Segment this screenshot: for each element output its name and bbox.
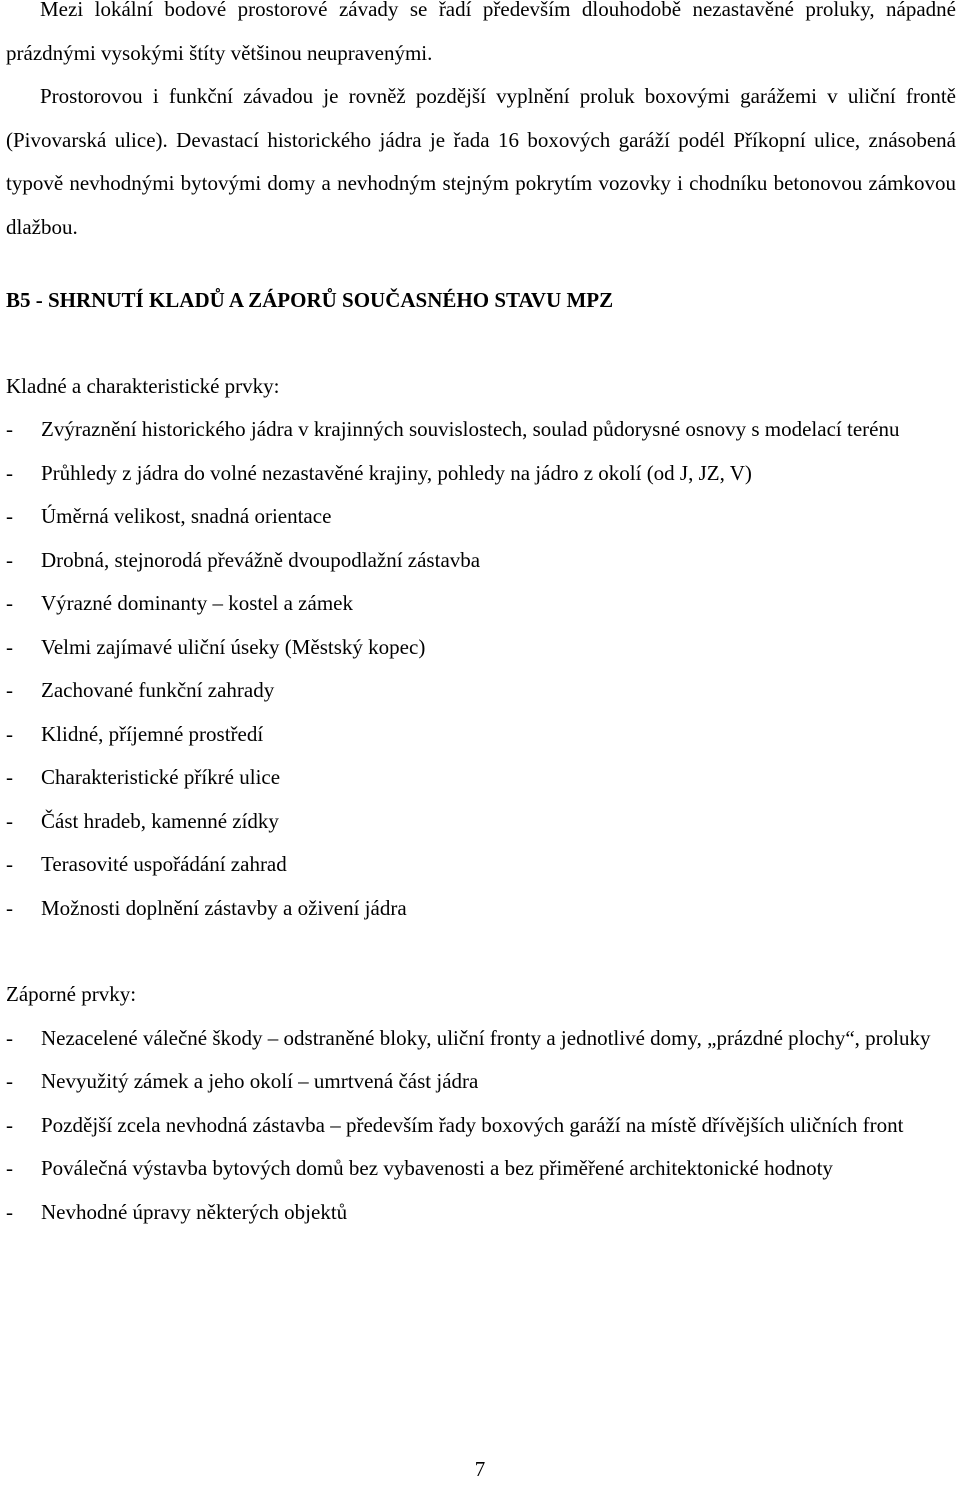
list-item: - Průhledy z jádra do volné nezastavěné krajiny, pohledy na jádro z okolí (od J, JZ, V) [6, 460, 752, 485]
paragraph-garaze: Prostorovou i funkční závadou je rovněž pozdější vyplnění proluk boxovými garážemi v uliční frontě (Pivovarská ulice). Devastací historického jádra je řada 16 boxových garáží podél Příkopní ulice, znásobená typově nevhodnými bytovými domy a nevhodným stejným pokrytím vozovky i chodníku betonovou zámkovou dlažbou. [6, 84, 956, 239]
list-item: - Úměrná velikost, snadná orientace [6, 504, 332, 528]
list-item: - Výrazné dominanty – kostel a zámek [6, 591, 353, 615]
list-item: - Drobná, stejnorodá převážně dvoupodlažní zástavba [6, 547, 481, 572]
section-heading: B5 - SHRNUTÍ KLADŮ A ZÁPORŮ SOUČASNÉHO STAVU MPZ [6, 288, 614, 312]
list-item: - Pozdější zcela nevhodná zástavba – především řady boxových garáží na místě dřívějších uličních front [6, 1112, 904, 1137]
positives-list [6, 408, 956, 930]
list-item: - Velmi zajímavé uliční úseky (Městský kopec) [6, 634, 426, 659]
list-item: - Nevhodné úpravy některých objektů [6, 1199, 348, 1224]
list-item: - Část hradeb, kamenné zídky [6, 808, 279, 833]
document-page [6, 0, 956, 1234]
list-item: - Zvýraznění historického jádra v krajinných souvislostech, soulad půdorysné osnovy s modelací terénu [6, 417, 900, 441]
list-item: - Terasovité uspořádání zahrad [6, 852, 287, 876]
paragraph-proluky: Mezi lokální bodové prostorové závady se řadí především dlouhodobě nezastavěné proluky, nápadné prázdnými vysokými štíty většinou neupravenými. [6, 0, 956, 65]
page-number: 7 [474, 1457, 486, 1481]
negatives-title: Záporné prvky: [6, 982, 137, 1006]
list-item: - Poválečná výstavba bytových domů bez vybavenosti a bez přiměřené architektonické hodnoty [6, 1156, 833, 1180]
list-item: - Charakteristické příkré ulice [6, 765, 281, 789]
list-item: - Zachované funkční zahrady [6, 678, 275, 702]
list-item: - Klidné, příjemné prostředí [6, 721, 264, 746]
list-item: - Možnosti doplnění zástavby a oživení jádra [6, 895, 407, 920]
list-item: - Nevyužitý zámek a jeho okolí – umrtvená část jádra [6, 1069, 479, 1093]
negatives-list [6, 1017, 956, 1235]
positives-title: Kladné a charakteristické prvky: [6, 373, 280, 398]
list-item: - Nezacelené válečné škody – odstraněné bloky, uliční fronty a jednotlivé domy, „prázdné plochy“, proluky [6, 1025, 931, 1050]
